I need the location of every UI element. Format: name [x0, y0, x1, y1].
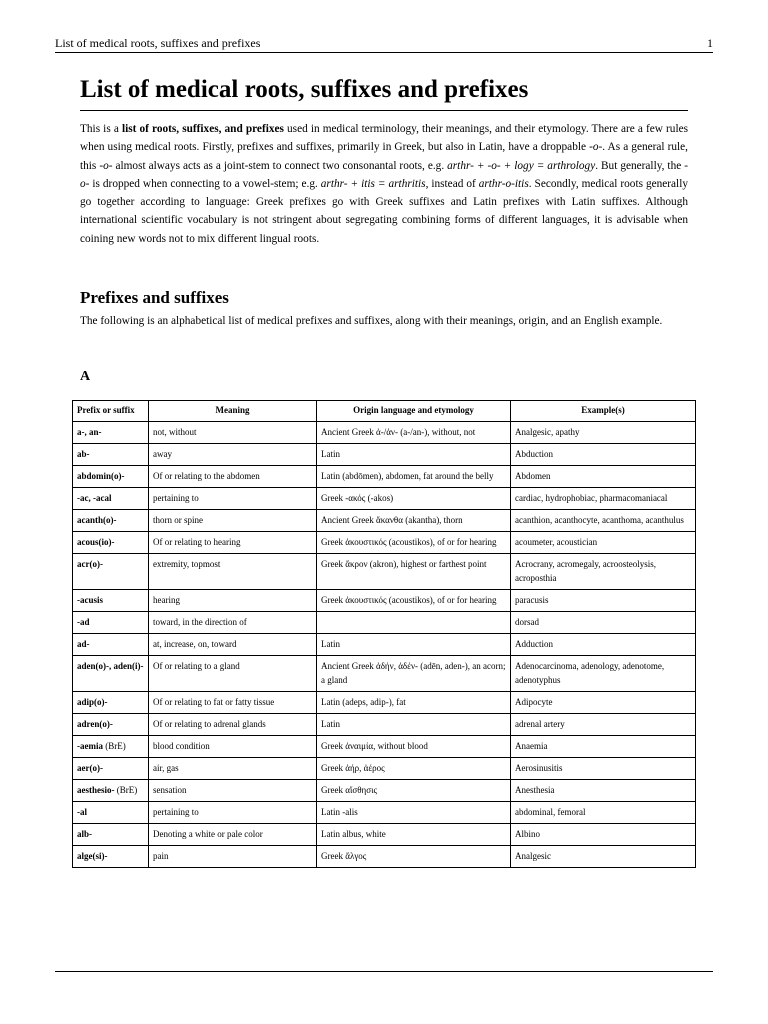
table-row: [73, 532, 696, 554]
intro-italic-5: arthr- + itis = arthritis: [320, 177, 426, 190]
example-cell: dorsad: [511, 612, 696, 634]
table-row: [73, 466, 696, 488]
prefix-cell: [73, 590, 149, 612]
prefix-term[interactable]: alge(si)-: [77, 851, 108, 861]
prefix-term[interactable]: acous(io)-: [77, 537, 115, 547]
origin-cell: Greek ἀκουστικός (acoustikos), of or for hearing: [317, 590, 511, 612]
column-header: Origin language and etymology: [317, 401, 511, 422]
meaning-cell: extremity, topmost: [149, 554, 317, 590]
example-cell: Adenocarcinoma, adenology, adenotome, adenotyphus: [511, 656, 696, 692]
meaning-cell: pain: [149, 846, 317, 868]
table-row: [73, 758, 696, 780]
prefix-cell: [73, 656, 149, 692]
origin-cell: Greek ἀναιμία, without blood: [317, 736, 511, 758]
table-body: [73, 422, 696, 868]
origin-cell: Greek ἄλγος: [317, 846, 511, 868]
table-row: [73, 488, 696, 510]
origin-cell: Greek ἀήρ, ἀέρος: [317, 758, 511, 780]
intro-italic-3: arthr- + -o- + logy = arthrology: [447, 159, 596, 172]
prefix-term[interactable]: aesthesio-: [77, 785, 115, 795]
origin-cell: Greek ἀκουστικός (acoustikos), of or for hearing: [317, 532, 511, 554]
origin-cell: Latin -alis: [317, 802, 511, 824]
prefix-term[interactable]: acr(o)-: [77, 559, 103, 569]
prefix-term[interactable]: -acusis: [77, 595, 104, 605]
origin-cell: Greek αἴσθησις: [317, 780, 511, 802]
prefix-term[interactable]: adren(o)-: [77, 719, 113, 729]
meaning-cell: sensation: [149, 780, 317, 802]
origin-cell: Ancient Greek ἀ-/ἀν- (a-/an-), without, not: [317, 422, 511, 444]
prefix-term[interactable]: ab-: [77, 449, 90, 459]
table-row: [73, 422, 696, 444]
table-row: [73, 846, 696, 868]
origin-cell: Ancient Greek ἀδήν, ἀδέν- (adēn, aden-), an acorn; a gland: [317, 656, 511, 692]
prefix-table: [72, 400, 696, 868]
origin-cell: Latin: [317, 714, 511, 736]
running-header: [55, 34, 713, 53]
intro-italic-2: -o-: [99, 159, 113, 172]
intro-text-5: . But generally, the: [595, 159, 685, 172]
prefix-term[interactable]: -al: [77, 807, 87, 817]
prefix-cell: [73, 714, 149, 736]
origin-cell: [317, 612, 511, 634]
prefix-term[interactable]: alb-: [77, 829, 93, 839]
meaning-cell: blood condition: [149, 736, 317, 758]
origin-cell: Latin (adeps, adip-), fat: [317, 692, 511, 714]
table-row: [73, 554, 696, 590]
table-row: [73, 736, 696, 758]
prefix-note: (BrE): [114, 785, 138, 795]
origin-cell: Latin albus, white: [317, 824, 511, 846]
table-row: [73, 714, 696, 736]
column-header: Meaning: [149, 401, 317, 422]
footer-rule: [55, 971, 713, 972]
table-row: [73, 634, 696, 656]
meaning-cell: hearing: [149, 590, 317, 612]
prefix-term[interactable]: -ac, -acal: [77, 493, 112, 503]
intro-text-6: is dropped when connecting to a vowel-stem; e.g.: [89, 177, 321, 190]
example-cell: Adduction: [511, 634, 696, 656]
meaning-cell: Of or relating to the abdomen: [149, 466, 317, 488]
intro-bold-link[interactable]: list of roots, suffixes, and prefixes: [121, 123, 284, 135]
prefix-cell: [73, 510, 149, 532]
origin-cell: Latin (abdōmen), abdomen, fat around the belly: [317, 466, 511, 488]
table-header-row: [73, 401, 696, 422]
intro-text-1: This is a: [80, 123, 122, 135]
origin-cell: Latin: [317, 634, 511, 656]
prefix-cell: [73, 846, 149, 868]
meaning-cell: air, gas: [149, 758, 317, 780]
example-cell: Abdomen: [511, 466, 696, 488]
section-description: The following is an alphabetical list of medical prefixes and suffixes, along with their meanings, origin, and an English example.: [80, 315, 663, 327]
example-cell: abdominal, femoral: [511, 802, 696, 824]
intro-italic-4: -o-: [80, 159, 688, 190]
prefix-cell: [73, 554, 149, 590]
meaning-cell: away: [149, 444, 317, 466]
example-cell: acanthion, acanthocyte, acanthoma, acanthulus: [511, 510, 696, 532]
column-header: Prefix or suffix: [73, 401, 149, 422]
running-header-title: List of medical roots, suffixes and prefixes: [55, 36, 261, 50]
example-cell: paracusis: [511, 590, 696, 612]
origin-cell: Latin: [317, 444, 511, 466]
prefix-term[interactable]: aer(o)-: [77, 763, 103, 773]
intro-text-4: almost always acts as a joint-stem to connect two consonantal roots, e.g.: [112, 159, 448, 172]
prefix-cell: [73, 736, 149, 758]
example-cell: Adipocyte: [511, 692, 696, 714]
intro-text-8: . Secondly, medical roots generally go together according to language: Greek prefixes go with Greek suffixes and Latin prefixes with Latin suffixes. Although international scientific vocabulary is not stringent about segregating combining forms of different languages, it is advisable when coining new words not to mix different lingual roots.: [80, 177, 688, 245]
example-cell: Acrocrany, acromegaly, acroosteolysis, acroposthia: [511, 554, 696, 590]
intro-italic-1: -o-: [589, 141, 603, 154]
table-row: [73, 780, 696, 802]
prefix-cell: [73, 444, 149, 466]
intro-text-3: . As a general rule, this: [80, 141, 688, 172]
prefix-term[interactable]: -aemia: [77, 741, 103, 751]
example-cell: cardiac, hydrophobiac, pharmacomaniacal: [511, 488, 696, 510]
prefix-note: (BrE): [103, 741, 126, 751]
prefix-term[interactable]: a-, an-: [77, 427, 102, 437]
prefix-term[interactable]: ad-: [77, 639, 90, 649]
example-cell: Abduction: [511, 444, 696, 466]
prefix-term[interactable]: acanth(o)-: [77, 515, 117, 525]
intro-text-7: , instead of: [425, 177, 479, 190]
prefix-cell: [73, 532, 149, 554]
example-cell: Analgesic: [511, 846, 696, 868]
table-row: [73, 612, 696, 634]
prefix-cell: [73, 824, 149, 846]
prefix-term[interactable]: abdomin(o)-: [77, 471, 125, 481]
example-cell: acoumeter, acoustician: [511, 532, 696, 554]
page-title: List of medical roots, suffixes and prefixes: [80, 72, 688, 111]
example-cell: Anesthesia: [511, 780, 696, 802]
prefix-cell: [73, 466, 149, 488]
example-cell: Analgesic, apathy: [511, 422, 696, 444]
example-cell: Anaemia: [511, 736, 696, 758]
table-row: [73, 692, 696, 714]
letter-heading: A: [80, 369, 91, 384]
prefix-cell: [73, 612, 149, 634]
table-row: [73, 824, 696, 846]
page-number: 1: [707, 36, 713, 50]
table-row: [73, 444, 696, 466]
intro-text-2: used in medical terminology, their meanings, and their etymology. There are a few rules when using medical roots. Firstly, prefixes and suffixes, primarily in Greek, but also in Latin, have a droppable: [80, 123, 689, 154]
meaning-cell: Of or relating to fat or fatty tissue: [149, 692, 317, 714]
example-cell: Albino: [511, 824, 696, 846]
prefix-cell: [73, 488, 149, 510]
meaning-cell: at, increase, on, toward: [149, 634, 317, 656]
origin-cell: Greek -ακός (-akos): [317, 488, 511, 510]
prefix-cell: [73, 422, 149, 444]
intro-italic-6: arthr-o-itis: [478, 177, 529, 190]
meaning-cell: not, without: [149, 422, 317, 444]
prefix-term[interactable]: adip(o)-: [77, 697, 108, 707]
meaning-cell: Denoting a white or pale color: [149, 824, 317, 846]
meaning-cell: Of or relating to adrenal glands: [149, 714, 317, 736]
prefix-cell: [73, 758, 149, 780]
meaning-cell: Of or relating to hearing: [149, 532, 317, 554]
meaning-cell: pertaining to: [149, 802, 317, 824]
origin-cell: Ancient Greek ἄκανθα (akantha), thorn: [317, 510, 511, 532]
meaning-cell: pertaining to: [149, 488, 317, 510]
prefix-cell: [73, 780, 149, 802]
prefix-cell: [73, 802, 149, 824]
table-row: [73, 510, 696, 532]
section-heading: Prefixes and suffixes: [80, 288, 229, 307]
example-cell: adrenal artery: [511, 714, 696, 736]
table-row: [73, 590, 696, 612]
table-row: [73, 656, 696, 692]
meaning-cell: thorn or spine: [149, 510, 317, 532]
example-cell: Aerosinusitis: [511, 758, 696, 780]
meaning-cell: toward, in the direction of: [149, 612, 317, 634]
prefix-term[interactable]: -ad: [77, 617, 90, 627]
prefix-cell: [73, 692, 149, 714]
meaning-cell: Of or relating to a gland: [149, 656, 317, 692]
column-header: Example(s): [511, 401, 696, 422]
prefix-cell: [73, 634, 149, 656]
table-row: [73, 802, 696, 824]
origin-cell: Greek ἄκρον (akron), highest or farthest point: [317, 554, 511, 590]
intro-paragraph: [80, 120, 688, 248]
prefix-term[interactable]: aden(o)-, aden(i)-: [77, 661, 144, 671]
